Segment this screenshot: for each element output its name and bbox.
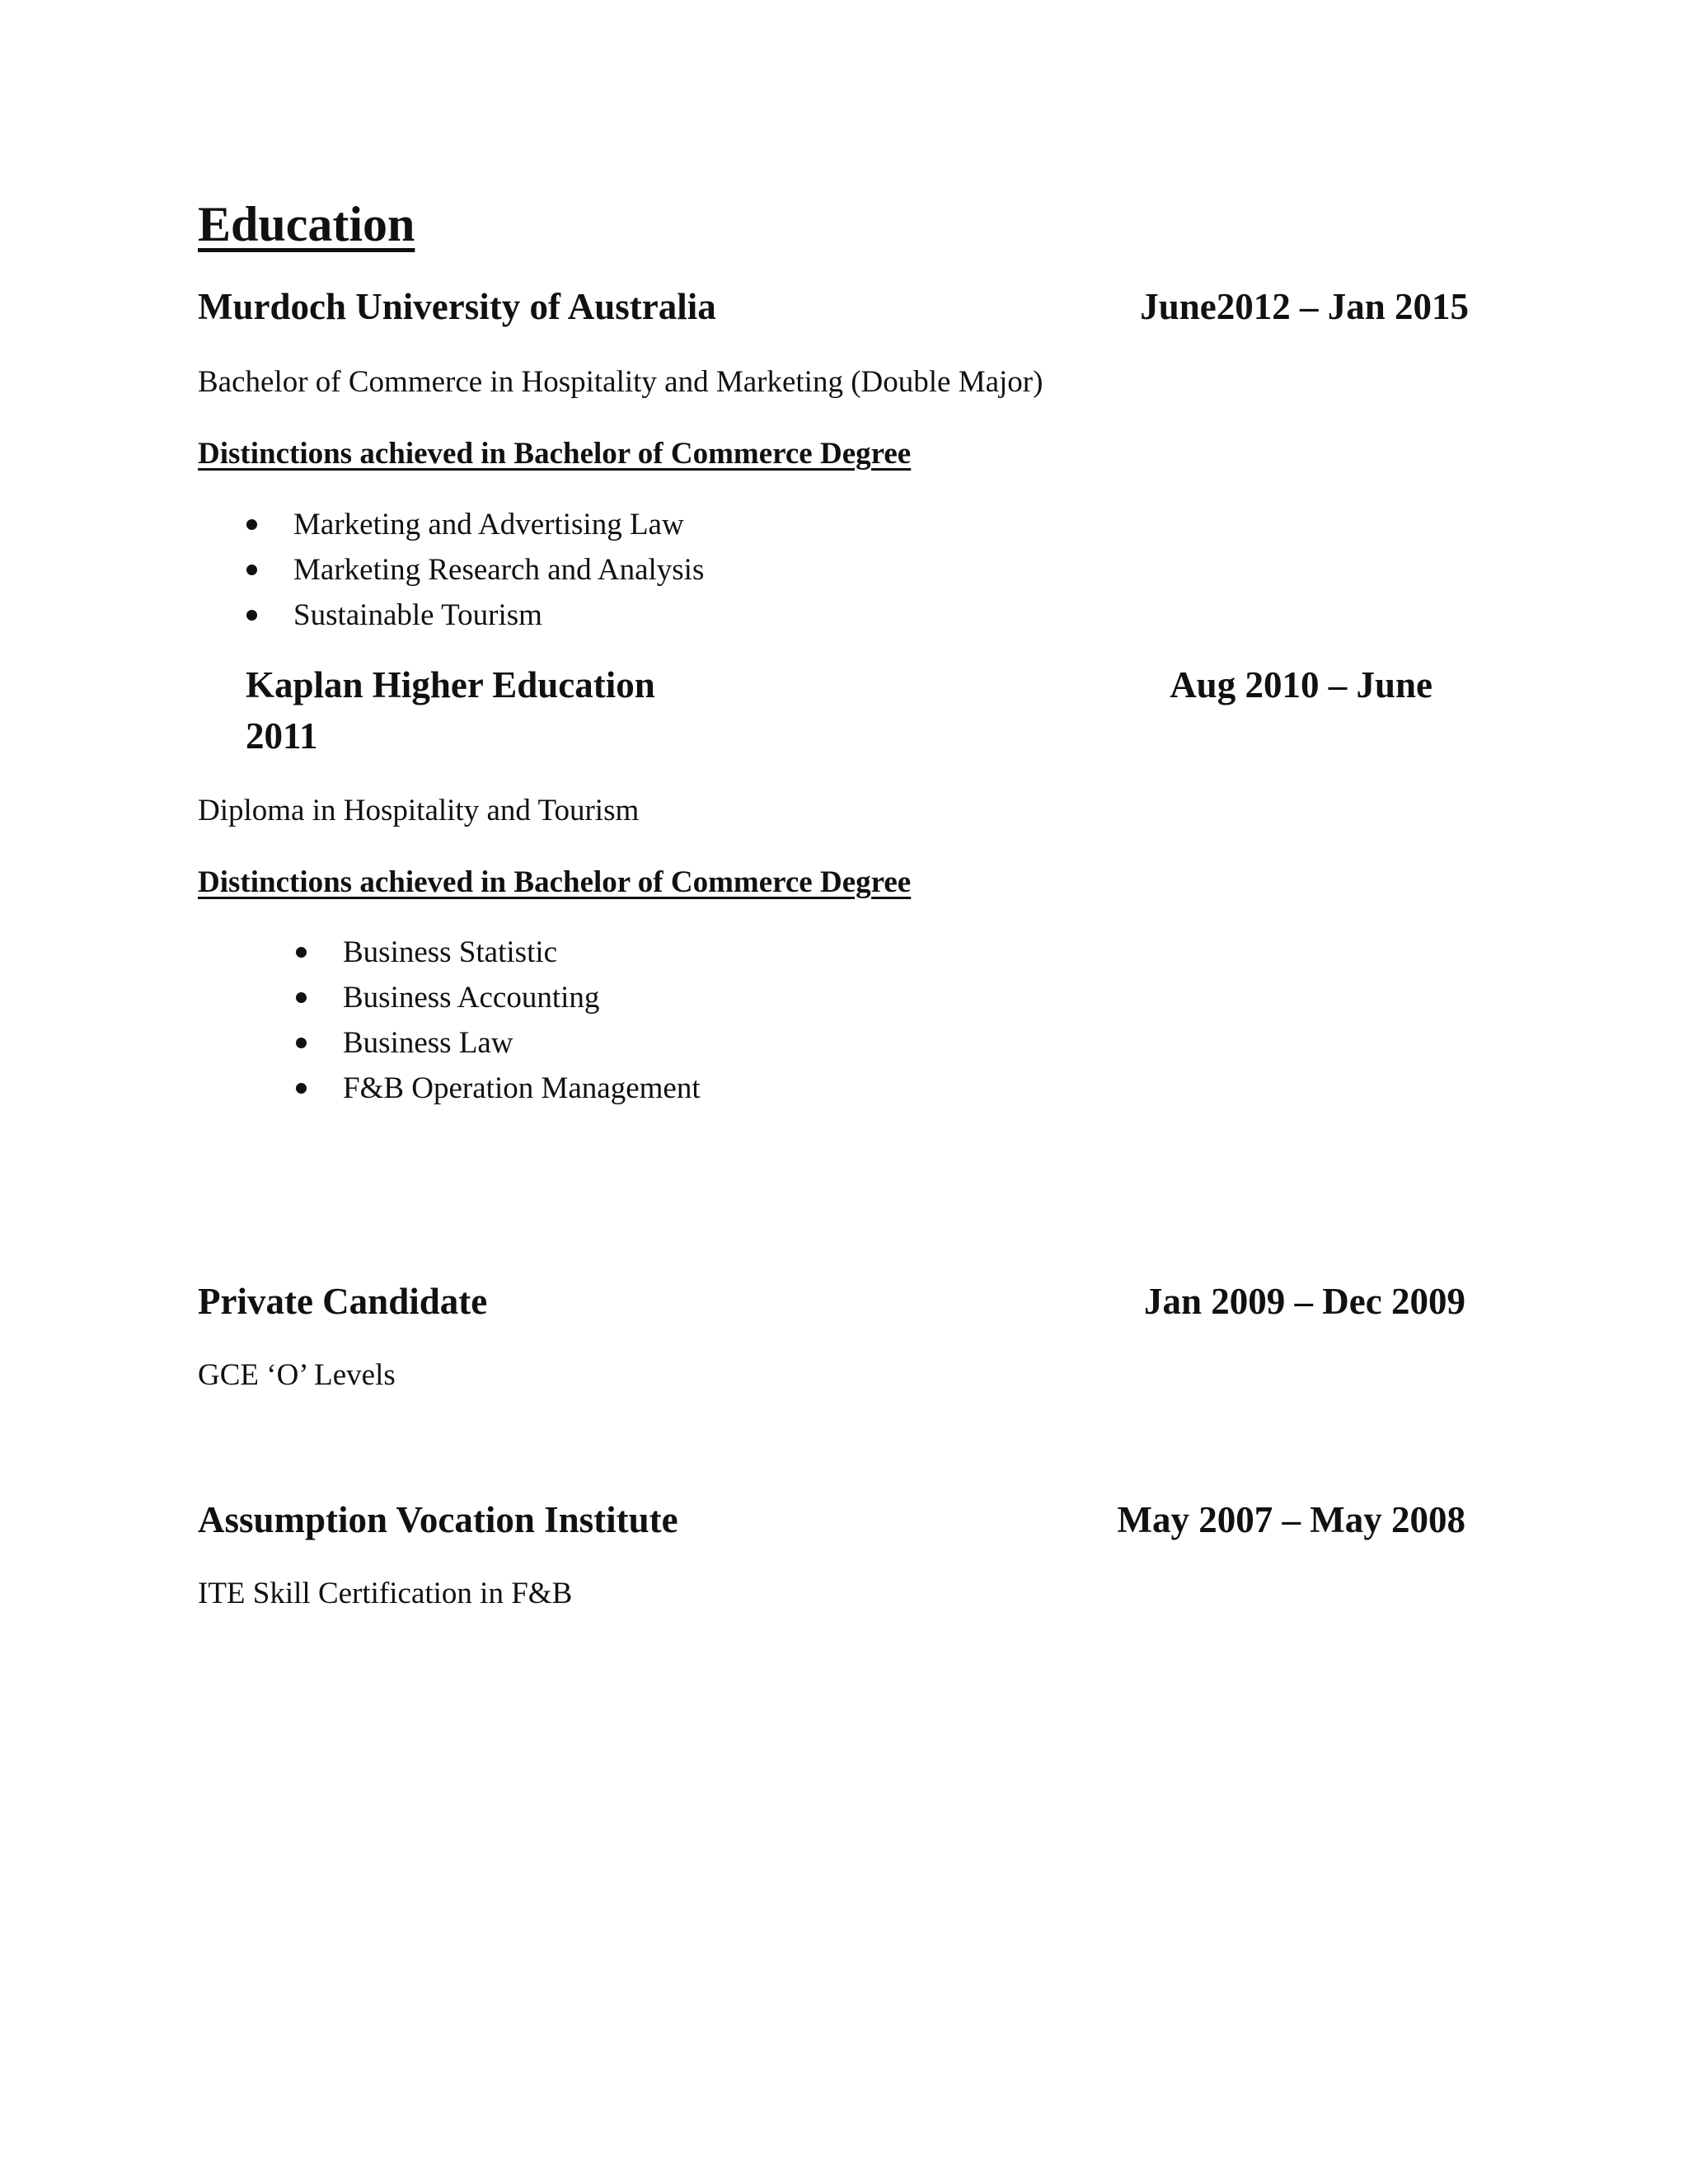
institution-name: Kaplan Higher Education bbox=[246, 664, 655, 705]
qualification: GCE ‘O’ Levels bbox=[198, 1358, 396, 1392]
institution-name: Assumption Vocation Institute bbox=[198, 1499, 678, 1540]
date-range: Jan 2009 – Dec 2009 bbox=[1144, 1281, 1465, 1322]
list-item bbox=[293, 502, 704, 547]
list-item-text: Business Accounting bbox=[343, 981, 600, 1015]
bullet-icon bbox=[296, 947, 307, 958]
bullet-icon bbox=[296, 992, 307, 1003]
bullet-icon bbox=[246, 565, 257, 575]
list-item bbox=[343, 975, 701, 1020]
list-item bbox=[343, 930, 701, 975]
qualification: Diploma in Hospitality and Tourism bbox=[198, 794, 640, 827]
institution-name: Murdoch University of Australia bbox=[198, 286, 716, 327]
section-title: Education bbox=[198, 197, 415, 251]
bullet-icon bbox=[296, 1038, 307, 1048]
qualification: Bachelor of Commerce in Hospitality and Marketing (Double Major) bbox=[198, 365, 1043, 399]
date-range: May 2007 – May 2008 bbox=[1117, 1499, 1465, 1540]
distinctions-heading: Distinctions achieved in Bachelor of Commerce Degree bbox=[198, 437, 912, 471]
list-item bbox=[343, 1020, 701, 1066]
list-item bbox=[343, 1066, 701, 1111]
list-item-text: Business Statistic bbox=[343, 935, 558, 969]
list-item-text: Business Law bbox=[343, 1026, 513, 1060]
date-range: Aug 2010 – June bbox=[1170, 664, 1432, 705]
list-item bbox=[293, 547, 704, 593]
qualification: ITE Skill Certification in F&B bbox=[198, 1577, 573, 1610]
distinctions-list bbox=[293, 502, 704, 638]
list-item-text: F&B Operation Management bbox=[343, 1071, 701, 1105]
list-item-text: Sustainable Tourism bbox=[293, 598, 542, 632]
date-range-continued: 2011 bbox=[246, 715, 318, 757]
distinctions-list bbox=[343, 930, 701, 1111]
distinctions-heading: Distinctions achieved in Bachelor of Commerce Degree bbox=[198, 865, 912, 899]
institution-heading bbox=[246, 659, 1432, 762]
list-item-text: Marketing Research and Analysis bbox=[293, 553, 705, 587]
bullet-icon bbox=[246, 610, 257, 621]
bullet-icon bbox=[296, 1083, 307, 1094]
bullet-icon bbox=[246, 519, 257, 530]
list-item bbox=[293, 593, 704, 638]
date-range: June2012 – Jan 2015 bbox=[1140, 286, 1469, 327]
institution-name: Private Candidate bbox=[198, 1281, 488, 1322]
list-item-text: Marketing and Advertising Law bbox=[293, 508, 684, 541]
